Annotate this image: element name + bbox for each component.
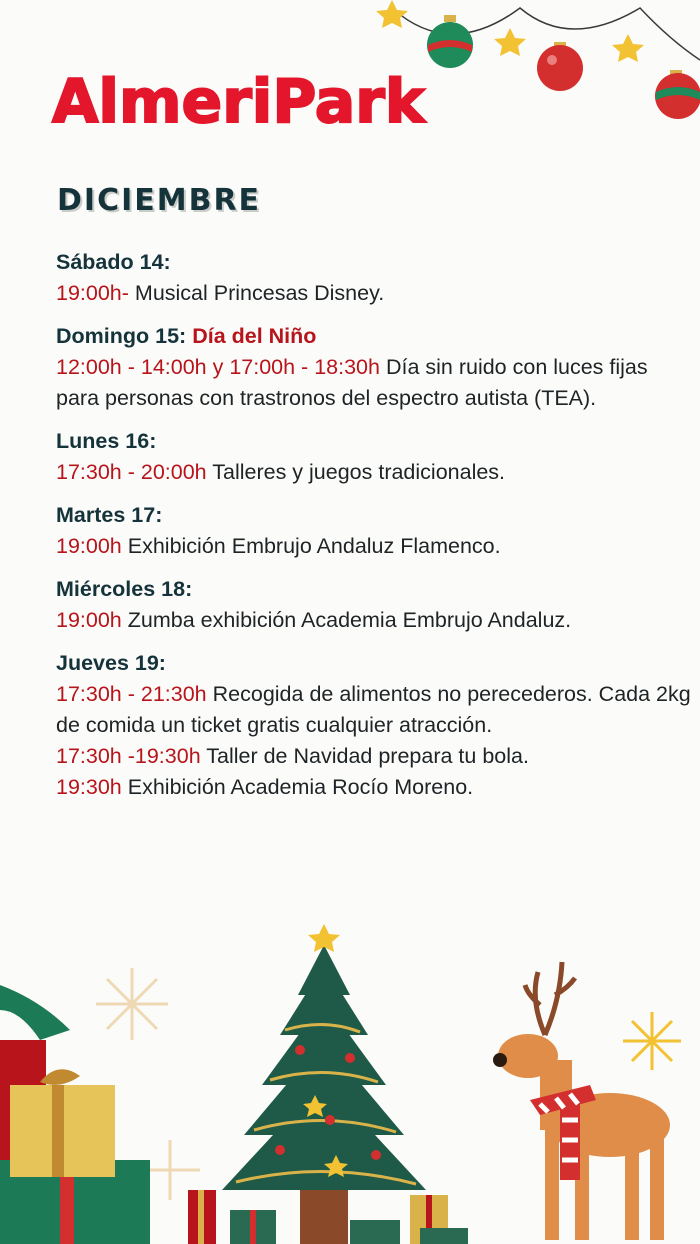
- day-title-label: Martes 17:: [56, 503, 163, 527]
- day-block: [56, 574, 696, 636]
- ornament-icon: [655, 70, 700, 119]
- snowflake-icon: [96, 968, 168, 1040]
- day-title-label: Lunes 16:: [56, 429, 157, 453]
- snowflake-icon: [140, 1140, 200, 1200]
- snowflake-icon: [623, 1012, 681, 1070]
- day-block: [56, 500, 696, 562]
- event-time: 17:30h - 21:30h: [56, 682, 207, 706]
- month-heading: DICIEMBRE: [57, 183, 262, 218]
- day-title: [56, 500, 696, 531]
- gift-icon: [0, 985, 150, 1244]
- event-description: Día sin ruido con luces fijas para personas con trastronos del espectro autista (TEA).: [56, 355, 648, 410]
- brand-logo: AlmeriPark: [52, 67, 425, 137]
- event-description: Exhibición Embrujo Andaluz Flamenco.: [127, 534, 501, 558]
- day-highlight: Día del Niño: [192, 324, 317, 348]
- day-block: [56, 648, 696, 803]
- event-time: 19:00h: [56, 608, 122, 632]
- day-title: [56, 574, 696, 605]
- day-title: [56, 426, 696, 457]
- christmas-tree-icon: [222, 924, 426, 1244]
- event-time: 19:00h: [56, 534, 122, 558]
- event-item: [56, 679, 696, 741]
- day-block: [56, 321, 696, 414]
- event-item: [56, 531, 696, 562]
- event-time: 17:30h -19:30h: [56, 744, 201, 768]
- reindeer-icon: [493, 962, 670, 1240]
- event-description: Recogida de alimentos no perecederos. Cada 2kg de comida un ticket gratis cualquier atracción.: [56, 682, 691, 737]
- day-title-label: Sábado 14:: [56, 250, 171, 274]
- event-description: Taller de Navidad prepara tu bola.: [206, 744, 529, 768]
- event-time: 17:30h - 20:00h: [56, 460, 207, 484]
- event-time: 19:00h-: [56, 281, 129, 305]
- event-description: Zumba exhibición Academia Embrujo Andaluz.: [127, 608, 572, 632]
- event-description: Talleres y juegos tradicionales.: [212, 460, 506, 484]
- day-block: [56, 247, 696, 309]
- day-title-label: Miércoles 18:: [56, 577, 193, 601]
- ornament-icon: [427, 15, 473, 68]
- event-item: [56, 772, 696, 803]
- event-time: 19:30h: [56, 775, 122, 799]
- day-title: [56, 648, 696, 679]
- day-title-label: Domingo 15:: [56, 324, 187, 348]
- day-title: [56, 321, 696, 352]
- event-item: [56, 605, 696, 636]
- star-icon: [376, 0, 644, 62]
- event-schedule: [56, 247, 696, 815]
- event-time: 12:00h - 14:00h y 17:00h - 18:30h: [56, 355, 380, 379]
- event-item: [56, 352, 696, 414]
- event-item: [56, 741, 696, 772]
- day-title: [56, 247, 696, 278]
- event-description: Musical Princesas Disney.: [134, 281, 385, 305]
- event-item: [56, 457, 696, 488]
- day-title-label: Jueves 19:: [56, 651, 166, 675]
- gift-icon: [188, 1190, 468, 1244]
- day-block: [56, 426, 696, 488]
- event-description: Exhibición Academia Rocío Moreno.: [127, 775, 474, 799]
- event-item: [56, 278, 696, 309]
- ornament-icon: [537, 42, 583, 91]
